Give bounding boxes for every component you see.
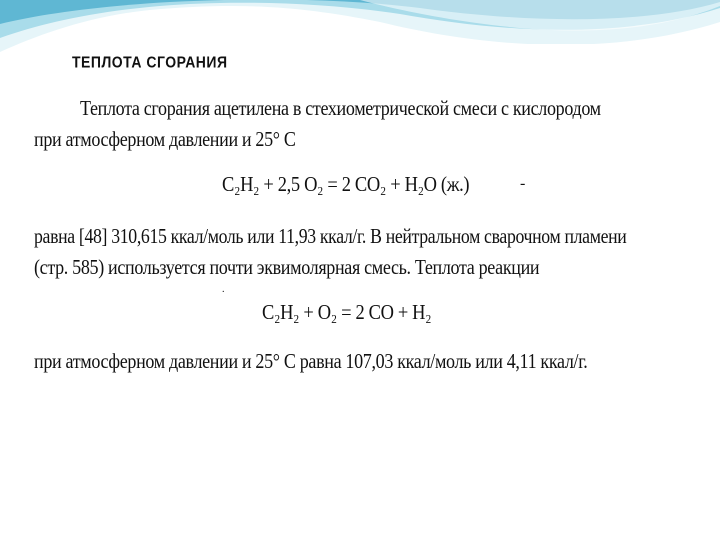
document-text xyxy=(26,44,678,410)
scan-dot: . xyxy=(222,284,225,295)
paragraph-line-2: при атмосферном давлении и 25° С xyxy=(34,127,296,151)
paragraph-line-4: (стр. 585) используется почти эквимолярная смесь. Теплота реакции xyxy=(34,255,540,279)
equation-partial-oxidation: C₂H₂ + O₂ = 2 CO + H₂ xyxy=(262,300,432,324)
document-scan xyxy=(26,44,678,410)
paragraph-line-3: равна [48] 310,615 ккал/моль или 11,93 ккал/г. В нейтральном сварочном пламени xyxy=(34,224,627,248)
scan-mark: - xyxy=(520,175,526,192)
equation-acetylene-combustion: C₂H₂ + 2,5 O₂ = 2 CO₂ + H₂O (ж.) xyxy=(222,172,470,196)
paragraph-line-1: Теплота сгорания ацетилена в стехиометрической смеси с кислородом xyxy=(80,96,601,120)
section-heading: ТЕПЛОТА СГОРАНИЯ xyxy=(72,52,228,72)
paragraph-line-5: при атмосферном давлении и 25° С равна 107,03 ккал/моль или 4,11 ккал/г. xyxy=(34,349,588,373)
